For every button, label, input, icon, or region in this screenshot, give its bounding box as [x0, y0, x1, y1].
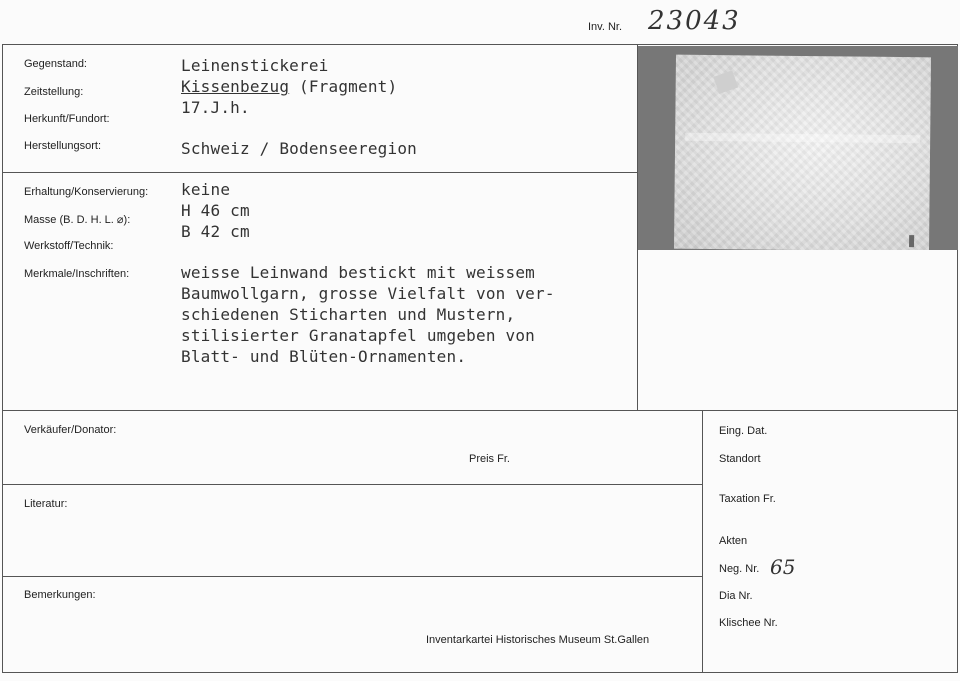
masse-b-value: B 42 cm — [181, 222, 250, 241]
inv-nr-value: 23043 — [648, 6, 741, 36]
rule-details — [2, 172, 638, 173]
dia-nr-label: Dia Nr. — [719, 590, 753, 602]
masse-h-value: H 46 cm — [181, 201, 250, 220]
klischee-nr-label: Klischee Nr. — [719, 617, 778, 629]
rule-bemerkungen — [2, 576, 702, 577]
object-photo — [638, 46, 958, 250]
akten-label: Akten — [719, 535, 748, 547]
eing-dat-label: Eing. Dat. — [719, 425, 768, 437]
object-type-rest: (Fragment) — [289, 77, 398, 96]
object-type-underlined: Kissenbezug — [181, 77, 290, 96]
cloth-fold — [685, 133, 920, 143]
taxation-label: Taxation Fr. — [719, 493, 776, 505]
top-rule — [2, 44, 958, 45]
rule-side-divider — [702, 410, 703, 672]
neg-nr-label: Neg. Nr. — [719, 563, 760, 575]
rule-lower — [2, 410, 958, 411]
literatur-label: Literatur: — [24, 498, 68, 510]
cloth-tag — [713, 70, 738, 94]
standort-label: Standort — [719, 453, 761, 465]
masse-label: Masse (B. D. H. L. ⌀): — [24, 214, 131, 226]
rule-left — [2, 44, 3, 672]
rule-literatur — [2, 484, 702, 485]
gegenstand-value: Leinenstickerei — [181, 56, 329, 75]
description-line: stilisierter Granatapfel umgeben von — [181, 326, 535, 345]
gegenstand-label: Gegenstand: — [24, 58, 87, 70]
description-line: schiedenen Sticharten und Mustern, — [181, 305, 516, 324]
bemerkungen-label: Bemerkungen: — [24, 589, 96, 601]
embroidered-cloth-image — [674, 55, 931, 250]
rule-bottom — [2, 672, 958, 673]
zeitstellung-value: 17.J.h. — [181, 98, 250, 117]
verkaeufer-label: Verkäufer/Donator: — [24, 424, 117, 436]
zeitstellung-label: Zeitstellung: — [24, 86, 84, 98]
erhaltung-label: Erhaltung/Konservierung: — [24, 186, 149, 198]
herstellungsort-value: Schweiz / Bodenseeregion — [181, 139, 417, 158]
preis-label: Preis Fr. — [469, 453, 510, 465]
object-type-line — [181, 77, 397, 96]
neg-nr-value: 65 — [770, 555, 796, 579]
herstellungsort-label: Herstellungsort: — [24, 140, 102, 152]
erhaltung-value: keine — [181, 180, 231, 199]
description-line: Blatt- und Blüten-Ornamenten. — [181, 347, 467, 366]
footer-text: Inventarkartei Historisches Museum St.Gallen — [426, 634, 650, 646]
inv-nr-label: Inv. Nr. — [588, 21, 623, 33]
herkunft-label: Herkunft/Fundort: — [24, 113, 110, 125]
cloth-mark — [909, 235, 914, 247]
werkstoff-label: Werkstoff/Technik: — [24, 240, 114, 252]
description-line: Baumwollgarn, grosse Vielfalt von ver- — [181, 284, 555, 303]
description-line: weisse Leinwand bestickt mit weissem — [181, 263, 535, 282]
merkmale-label: Merkmale/Inschriften: — [24, 268, 130, 280]
